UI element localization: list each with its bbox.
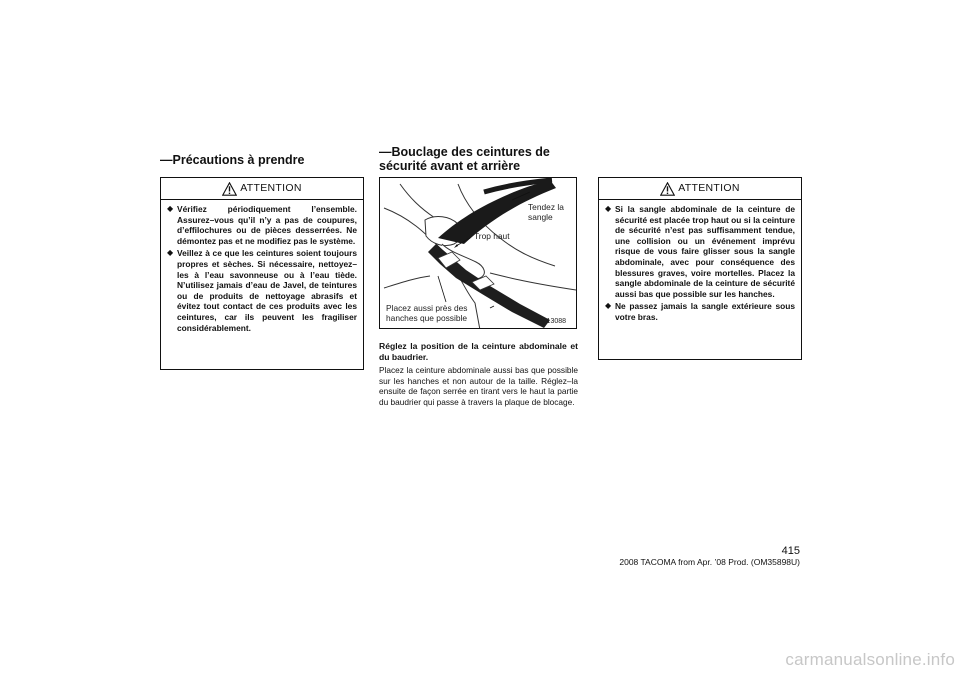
diamond-bullet-icon: ◆: [605, 301, 612, 311]
seatbelt-illustration: [379, 177, 577, 329]
attention-box-right: [598, 177, 802, 360]
attention-list: [599, 200, 801, 323]
attention-list: [161, 200, 363, 333]
instruction-subheading: Réglez la position de la ceinture abdominale et du baudrier.: [379, 341, 578, 362]
label-tendez-la-sangle: Tendez la sangle: [528, 202, 564, 222]
document-info: 2008 TACOMA from Apr. ’08 Prod. (OM35898U): [619, 557, 800, 567]
list-item: [605, 204, 795, 299]
figure-code: LS13088: [538, 318, 567, 325]
diamond-bullet-icon: ◆: [167, 204, 174, 213]
warning-triangle-icon: [222, 182, 237, 196]
instruction-body: Placez la ceinture abdominale aussi bas que possible sur les hanches et non autour de la taille. Réglez–la ensuite de façon serrée en tirant vers le haut la partie du baudrier qui passe à travers la plaque de blocage.: [379, 365, 578, 407]
site-watermark[interactable]: carmanualsonline.info: [785, 650, 955, 669]
section-heading-bouclage: [379, 145, 584, 173]
page-number: 415: [781, 545, 800, 557]
heading-line-2: sécurité avant et arrière: [379, 159, 521, 173]
diamond-bullet-icon: ◆: [167, 248, 174, 258]
warning-triangle-icon: [660, 182, 675, 196]
list-item: [167, 204, 357, 246]
attention-header: [599, 178, 801, 200]
list-item: [167, 248, 357, 333]
attention-item-text: Vérifiez périodiquement l’ensemble. Assurez–vous qu’il n’y a pas de coupures, d’effilochures ou de pièces desserrées. Ne démontez pas et ne modifiez pas le système.: [177, 204, 357, 246]
attention-item-text: Si la sangle abdominale de la ceinture de sécurité est placée trop haut ou si la ceinture de sécurité n’est pas suffisamment tendue, une collision ou un événement imprévu risque de vous faire glisser sous la sangle abdominale, avec pour conséquence des blessures graves, voire mortelles. Placez la sangle abdominale de la ceinture de sécurité aussi bas que possible sur les hanches.: [615, 204, 795, 299]
attention-box-left: [160, 177, 364, 370]
diamond-bullet-icon: ◆: [605, 204, 612, 213]
label-placez-pres-hanches: Placez aussi près des hanches que possible: [386, 303, 468, 323]
label-trop-haut: Trop haut: [474, 231, 510, 241]
attention-header: [161, 178, 363, 200]
section-heading-precautions: —Précautions à prendre: [160, 153, 305, 167]
list-item: [605, 301, 795, 322]
attention-item-text: Veillez à ce que les ceintures soient toujours propres et sèches. Si nécessaire, nettoyez–les à l’eau savonneuse ou à l’eau tiède. N’utilisez jamais d’eau de Javel, de teintures ou de produits de nettoyage abrasifs et évitez tout contact de ces produits avec les ceintures, car ils peuvent les fragiliser considérablement.: [177, 248, 357, 333]
attention-title: ATTENTION: [240, 182, 302, 194]
attention-item-text: Ne passez jamais la sangle extérieure sous votre bras.: [615, 301, 795, 322]
heading-line-1: —Bouclage des ceintures de: [379, 145, 550, 159]
attention-title: ATTENTION: [678, 182, 740, 194]
